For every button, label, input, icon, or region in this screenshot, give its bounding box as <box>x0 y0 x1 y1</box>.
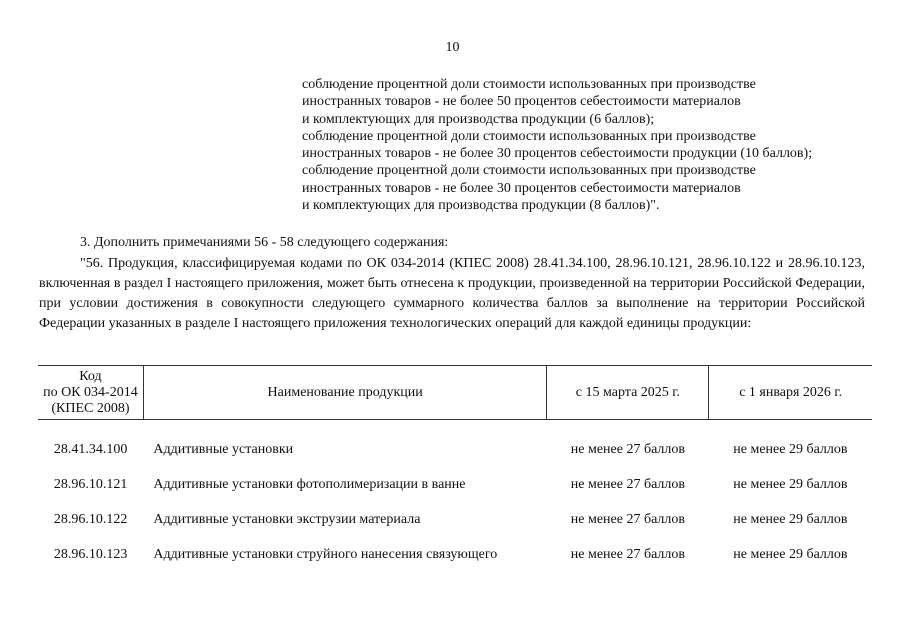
header-name: Наименование продукции <box>143 366 547 420</box>
page-number: 10 <box>445 40 460 55</box>
row-score-1: не менее 27 баллов <box>570 511 685 527</box>
table-header-row <box>38 366 872 420</box>
row-score-2: не менее 29 баллов <box>733 441 848 457</box>
products-table <box>38 365 872 572</box>
row-code: 28.41.34.100 <box>53 441 128 457</box>
header-code-line: по ОК 034-2014 <box>43 384 138 400</box>
header-code-line: Код <box>79 368 102 384</box>
criteria-line: и комплектующих для производства продукции (8 баллов)". <box>302 198 660 214</box>
row-score-2: не менее 29 баллов <box>733 476 848 492</box>
row-score-1: не менее 27 баллов <box>570 546 685 562</box>
row-name: Аддитивные установки <box>153 441 294 457</box>
criteria-line: соблюдение процентной доли стоимости использованных при производстве <box>302 128 756 144</box>
criteria-line: соблюдение процентной доли стоимости использованных при производстве <box>302 77 756 92</box>
table-row <box>38 467 872 502</box>
row-name: Аддитивные установки экструзии материала <box>153 511 421 527</box>
note-56-text: "56. Продукция, классифицируемая кодами по ОК 034-2014 (КПЕС 2008) 28.41.34.100, 28.96.10.121, 28.96.10.122 и 28.96.10.123, включенная в раздел I настоящего приложения, может быть отнесена к продукции, произведенной на территории Российской Федерации, при условии достижения в совокупности следующего суммарного количества баллов за выполнение на территории Российской Федерации указанных в разделе I настоящего приложения технологических операций для каждой единицы продукции: <box>39 256 865 331</box>
criteria-line: иностранных товаров - не более 30 процентов себестоимости материалов <box>302 180 741 196</box>
header-date-2: с 1 января 2026 г. <box>709 366 872 420</box>
criteria-line: иностранных товаров - не более 50 процентов себестоимости материалов <box>302 94 741 110</box>
header-code-line: (КПЕС 2008) <box>51 400 130 416</box>
header-code <box>38 366 143 420</box>
row-name: Аддитивные установки струйного нанесения связующего <box>153 546 498 562</box>
row-code: 28.96.10.123 <box>53 546 128 562</box>
criteria-list <box>302 76 812 214</box>
header-date-1: с 15 марта 2025 г. <box>547 366 709 420</box>
table-row <box>38 420 872 468</box>
row-score-1: не менее 27 баллов <box>570 476 685 492</box>
table-row <box>38 502 872 537</box>
table-row <box>38 537 872 572</box>
criteria-line: иностранных товаров - не более 30 процентов себестоимости продукции (10 баллов); <box>302 146 813 162</box>
row-score-2: не менее 29 баллов <box>733 511 848 527</box>
row-name: Аддитивные установки фотополимеризации в ванне <box>153 476 466 492</box>
row-code: 28.96.10.122 <box>53 511 128 527</box>
criteria-line: соблюдение процентной доли стоимости использованных при производстве <box>302 163 756 179</box>
row-code: 28.96.10.121 <box>53 476 128 492</box>
criteria-line: и комплектующих для производства продукции (6 баллов); <box>302 111 655 127</box>
row-score-2: не менее 29 баллов <box>733 546 848 562</box>
row-score-1: не менее 27 баллов <box>570 441 685 457</box>
section-item-3: 3. Дополнить примечаниями 56 - 58 следующего содержания: <box>80 235 449 250</box>
